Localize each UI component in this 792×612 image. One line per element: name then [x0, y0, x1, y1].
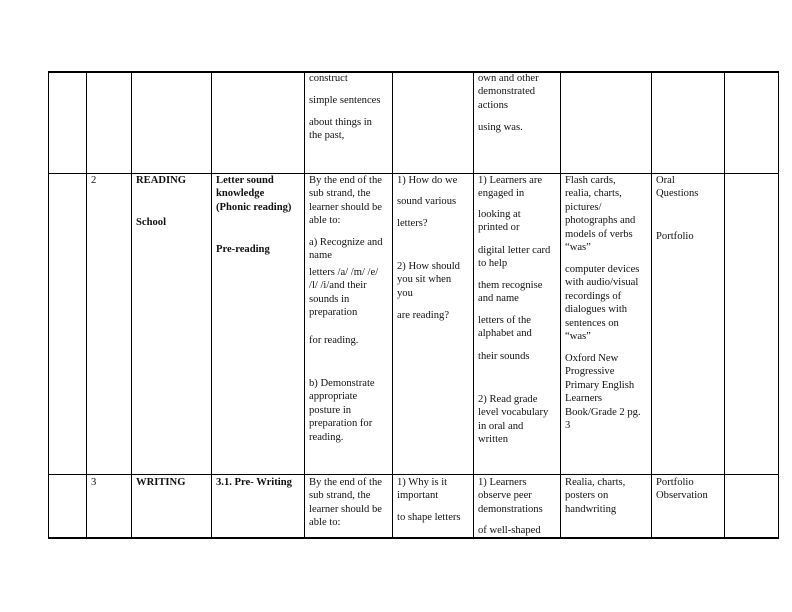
experience-text: digital letter card to help — [478, 245, 551, 270]
resource-text: Flash cards, realia, charts, pictures/ photographs and models of verbs “was” — [565, 175, 636, 254]
objective-text: simple sentences — [309, 95, 381, 106]
experience-text: 1) Learners are engaged in — [478, 175, 543, 200]
question-text: 2) How should you sit when you — [397, 261, 460, 299]
question-text: 1) Why is it important — [397, 477, 448, 502]
objective-text: b) Demonstrate appropriate posture in preparation for reading. — [309, 378, 375, 443]
column-divider — [392, 71, 393, 538]
objective-text: letters /a/ /m/ /e/ /l/ /i/and their sounds in preparation — [309, 267, 379, 319]
question-text: are reading? — [397, 310, 450, 321]
column-divider — [131, 71, 132, 538]
experience-text: own and other demonstrated actions — [478, 73, 539, 111]
week-number: 3 — [91, 477, 97, 488]
experience-text: using was. — [478, 122, 523, 133]
column-divider — [724, 71, 725, 538]
strand-sub: School — [136, 217, 167, 228]
table-border — [48, 71, 779, 73]
strand: WRITING — [136, 477, 186, 488]
experience-text: 2) Read grade level vocabulary in oral and written — [478, 394, 549, 446]
objective-text: construct — [309, 73, 348, 84]
experience-text: their sounds — [478, 351, 530, 362]
question-text: 1) How do we — [397, 175, 458, 186]
experience-text: looking at printed or — [478, 209, 521, 234]
assessment-text: Portfolio — [656, 231, 694, 242]
resource-text: Realia, charts, posters on handwriting — [565, 477, 626, 515]
week-number: 2 — [91, 175, 97, 186]
column-divider — [304, 71, 305, 538]
objective-text: By the end of the sub strand, the learner should be able to: — [309, 175, 382, 227]
question-text: letters? — [397, 218, 428, 229]
row-divider — [48, 474, 779, 475]
experience-text: them recognise and name — [478, 280, 543, 305]
experience-text: of well-shaped — [478, 525, 541, 536]
objective-text: for reading. — [309, 335, 359, 346]
column-divider — [560, 71, 561, 538]
assessment-text: Portfolio Observation — [656, 477, 708, 502]
column-divider — [211, 71, 212, 538]
objective-text: a) Recognize and name — [309, 237, 383, 262]
assessment-text: Oral Questions — [656, 175, 699, 200]
resource-text: Oxford New Progressive Primary English Learners Book/Grade 2 pg. 3 — [565, 353, 641, 432]
objective-text: By the end of the sub strand, the learner should be able to: — [309, 477, 382, 529]
strand: READING — [136, 175, 187, 186]
question-text: sound various — [397, 196, 457, 207]
experience-text: letters of the alphabet and — [478, 315, 532, 340]
resource-text: computer devices with audio/visual recordings of dialogues with sentences on “was” — [565, 264, 640, 343]
question-text: to shape letters — [397, 512, 461, 523]
table-border — [48, 537, 779, 539]
column-divider — [651, 71, 652, 538]
column-divider — [86, 71, 87, 538]
sub-strand: Letter sound knowledge (Phonic reading) — [216, 175, 292, 213]
objective-text: about things in the past, — [309, 117, 372, 142]
sub-strand: 3.1. Pre- Writing — [216, 477, 292, 488]
column-divider — [48, 71, 49, 538]
column-divider — [778, 71, 779, 538]
sub-strand-2: Pre-reading — [216, 244, 270, 255]
column-divider — [473, 71, 474, 538]
experience-text: 1) Learners observe peer demonstrations — [478, 477, 543, 515]
